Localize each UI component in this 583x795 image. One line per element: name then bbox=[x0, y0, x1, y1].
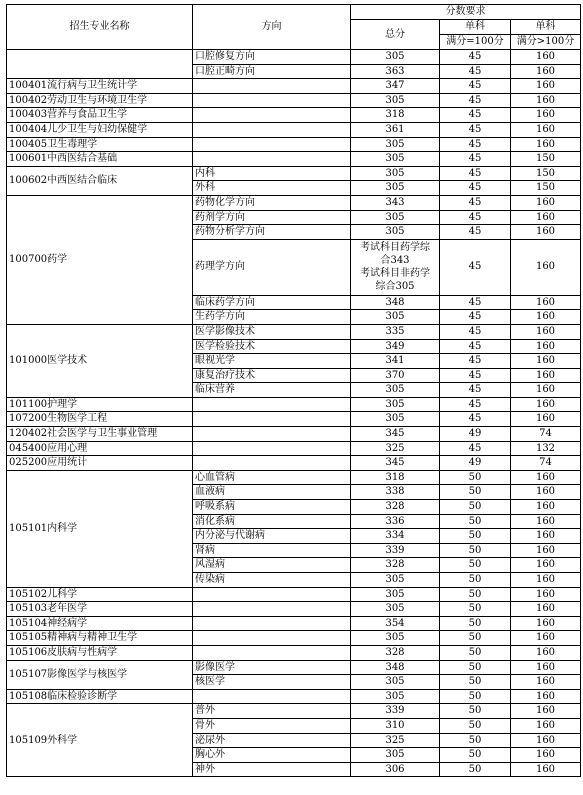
single-over100-cell: 132 bbox=[511, 441, 581, 456]
single-100-cell: 45 bbox=[440, 441, 511, 456]
single-over100-cell: 160 bbox=[511, 587, 581, 602]
total-score-cell: 328 bbox=[351, 645, 440, 660]
major-cell: 100402劳动卫生与环境卫生学 bbox=[7, 93, 193, 108]
single-100-cell: 50 bbox=[440, 587, 511, 602]
direction-cell: 心血管病 bbox=[193, 470, 351, 485]
total-score-cell: 305 bbox=[351, 50, 440, 65]
direction-cell: 骨外 bbox=[193, 718, 351, 733]
single-over100-cell: 160 bbox=[511, 383, 581, 398]
total-score-cell: 305 bbox=[351, 397, 440, 412]
single-over100-cell: 160 bbox=[511, 64, 581, 79]
single-100-cell: 45 bbox=[440, 122, 511, 137]
single-over100-cell: 160 bbox=[511, 195, 581, 210]
single-over100-cell: 160 bbox=[511, 368, 581, 383]
single-over100-cell: 160 bbox=[511, 645, 581, 660]
single-100-cell: 50 bbox=[440, 573, 511, 588]
major-cell: 105106皮肤病与性病学 bbox=[7, 645, 193, 660]
single-over100-cell: 150 bbox=[511, 181, 581, 196]
single-100-cell: 45 bbox=[440, 64, 511, 79]
single-100-cell: 50 bbox=[440, 718, 511, 733]
table-row bbox=[7, 195, 581, 210]
single-100-cell: 50 bbox=[440, 529, 511, 544]
total-score-cell: 339 bbox=[351, 704, 440, 719]
table-row bbox=[7, 689, 581, 704]
single-100-cell: 50 bbox=[440, 645, 511, 660]
total-score-cell: 305 bbox=[351, 137, 440, 152]
single-100-cell: 45 bbox=[440, 339, 511, 354]
single-100-cell: 45 bbox=[440, 383, 511, 398]
table-row bbox=[7, 427, 581, 442]
header-direction: 方向 bbox=[193, 5, 351, 50]
direction-cell bbox=[193, 152, 351, 167]
total-score-cell: 306 bbox=[351, 762, 440, 777]
single-over100-cell: 160 bbox=[511, 137, 581, 152]
total-score-cell: 348 bbox=[351, 295, 440, 310]
direction-cell: 神外 bbox=[193, 762, 351, 777]
total-score-cell: 339 bbox=[351, 543, 440, 558]
total-score-cell: 347 bbox=[351, 79, 440, 94]
major-cell: 100602中西医结合临床 bbox=[7, 166, 193, 195]
direction-cell: 康复治疗技术 bbox=[193, 368, 351, 383]
single-100-cell: 50 bbox=[440, 660, 511, 675]
major-cell: 105101内科学 bbox=[7, 470, 193, 587]
major-cell: 101000医学技术 bbox=[7, 324, 193, 397]
direction-cell: 医学检验技术 bbox=[193, 339, 351, 354]
single-100-cell: 50 bbox=[440, 500, 511, 515]
major-cell: 105109外科学 bbox=[7, 704, 193, 777]
total-score-cell: 305 bbox=[351, 689, 440, 704]
single-100-cell: 45 bbox=[440, 152, 511, 167]
total-score-cell: 318 bbox=[351, 108, 440, 123]
single-over100-cell: 160 bbox=[511, 412, 581, 427]
direction-cell: 呼吸系病 bbox=[193, 500, 351, 515]
single-100-cell: 50 bbox=[440, 704, 511, 719]
single-100-cell: 50 bbox=[440, 762, 511, 777]
major-cell: 025200应用统计 bbox=[7, 456, 193, 471]
single-100-cell: 50 bbox=[440, 748, 511, 763]
single-over100-cell: 160 bbox=[511, 529, 581, 544]
single-100-cell: 49 bbox=[440, 427, 511, 442]
table-row bbox=[7, 660, 581, 675]
header-single1-sub: 满分=100分 bbox=[440, 35, 511, 50]
major-cell: 105104神经病学 bbox=[7, 616, 193, 631]
direction-cell bbox=[193, 645, 351, 660]
major-cell: 107200生物医学工程 bbox=[7, 412, 193, 427]
single-100-cell: 50 bbox=[440, 616, 511, 631]
single-100-cell: 45 bbox=[440, 166, 511, 181]
direction-cell: 血液病 bbox=[193, 485, 351, 500]
single-100-cell: 49 bbox=[440, 456, 511, 471]
single-100-cell: 45 bbox=[440, 310, 511, 325]
direction-cell bbox=[193, 122, 351, 137]
direction-cell bbox=[193, 427, 351, 442]
total-score-cell: 305 bbox=[351, 748, 440, 763]
total-score-cell: 328 bbox=[351, 558, 440, 573]
single-over100-cell: 160 bbox=[511, 514, 581, 529]
total-score-cell: 305 bbox=[351, 602, 440, 617]
direction-cell: 口腔修复方向 bbox=[193, 50, 351, 65]
direction-cell: 生药学方向 bbox=[193, 310, 351, 325]
major-cell: 105107影像医学与核医学 bbox=[7, 660, 193, 689]
single-over100-cell: 160 bbox=[511, 616, 581, 631]
direction-cell: 外科 bbox=[193, 181, 351, 196]
single-100-cell: 50 bbox=[440, 558, 511, 573]
direction-cell bbox=[193, 79, 351, 94]
total-score-cell: 361 bbox=[351, 122, 440, 137]
direction-cell bbox=[193, 108, 351, 123]
single-100-cell: 45 bbox=[440, 225, 511, 240]
single-over100-cell: 160 bbox=[511, 704, 581, 719]
major-cell: 105105精神病与精神卫生学 bbox=[7, 631, 193, 646]
single-over100-cell: 160 bbox=[511, 210, 581, 225]
total-score-cell: 345 bbox=[351, 456, 440, 471]
total-score-cell: 305 bbox=[351, 631, 440, 646]
table-row bbox=[7, 587, 581, 602]
single-100-cell: 45 bbox=[440, 397, 511, 412]
direction-cell: 风湿病 bbox=[193, 558, 351, 573]
pharm-note-line: 综合305 bbox=[375, 281, 415, 293]
table-row bbox=[7, 324, 581, 339]
major-cell: 100601中西医结合基础 bbox=[7, 152, 193, 167]
total-score-cell: 305 bbox=[351, 573, 440, 588]
total-score-cell: 305 bbox=[351, 383, 440, 398]
single-over100-cell: 160 bbox=[511, 324, 581, 339]
total-score-cell: 363 bbox=[351, 64, 440, 79]
major-cell: 105102儿科学 bbox=[7, 587, 193, 602]
direction-cell: 核医学 bbox=[193, 675, 351, 690]
direction-cell: 药剂学方向 bbox=[193, 210, 351, 225]
table-row bbox=[7, 441, 581, 456]
major-cell: 105103老年医学 bbox=[7, 602, 193, 617]
single-over100-cell: 160 bbox=[511, 485, 581, 500]
direction-cell bbox=[193, 602, 351, 617]
direction-cell: 药理学方向 bbox=[193, 239, 351, 295]
direction-cell bbox=[193, 137, 351, 152]
major-cell: 120402社会医学与卫生事业管理 bbox=[7, 427, 193, 442]
single-100-cell: 45 bbox=[440, 93, 511, 108]
single-100-cell: 45 bbox=[440, 79, 511, 94]
direction-cell: 眼视光学 bbox=[193, 354, 351, 369]
major-cell: 100405卫生毒理学 bbox=[7, 137, 193, 152]
total-score-cell: 336 bbox=[351, 514, 440, 529]
single-100-cell: 50 bbox=[440, 733, 511, 748]
total-score-cell: 305 bbox=[351, 675, 440, 690]
total-score-cell: 334 bbox=[351, 529, 440, 544]
total-score-cell: 354 bbox=[351, 616, 440, 631]
major-cell: 100403营养与食品卫生学 bbox=[7, 108, 193, 123]
direction-cell bbox=[193, 587, 351, 602]
direction-cell: 医学影像技术 bbox=[193, 324, 351, 339]
total-score-cell: 305 bbox=[351, 210, 440, 225]
total-score-cell: 335 bbox=[351, 324, 440, 339]
major-cell: 100700药学 bbox=[7, 195, 193, 324]
total-score-cell: 325 bbox=[351, 441, 440, 456]
total-score-cell: 310 bbox=[351, 718, 440, 733]
pharm-note-line: 合343 bbox=[380, 255, 410, 267]
single-100-cell: 45 bbox=[440, 108, 511, 123]
header-major: 招生专业名称 bbox=[7, 5, 193, 50]
single-100-cell: 45 bbox=[440, 210, 511, 225]
total-score-cell: 345 bbox=[351, 427, 440, 442]
single-over100-cell: 160 bbox=[511, 108, 581, 123]
table-row bbox=[7, 616, 581, 631]
single-100-cell: 50 bbox=[440, 514, 511, 529]
major-cell: 105108临床检验诊断学 bbox=[7, 689, 193, 704]
single-over100-cell: 160 bbox=[511, 748, 581, 763]
single-100-cell: 50 bbox=[440, 485, 511, 500]
direction-cell: 传染病 bbox=[193, 573, 351, 588]
single-100-cell: 50 bbox=[440, 602, 511, 617]
total-score-cell: 305 bbox=[351, 181, 440, 196]
single-over100-cell: 160 bbox=[511, 733, 581, 748]
header-single1: 单科 bbox=[440, 20, 511, 35]
direction-cell bbox=[193, 397, 351, 412]
direction-cell: 临床药学方向 bbox=[193, 295, 351, 310]
direction-cell: 口腔正畸方向 bbox=[193, 64, 351, 79]
direction-cell bbox=[193, 631, 351, 646]
table-row bbox=[7, 470, 581, 485]
direction-cell bbox=[193, 441, 351, 456]
table-row bbox=[7, 397, 581, 412]
table-row bbox=[7, 412, 581, 427]
single-over100-cell: 160 bbox=[511, 295, 581, 310]
single-100-cell: 45 bbox=[440, 368, 511, 383]
single-100-cell: 45 bbox=[440, 412, 511, 427]
single-over100-cell: 160 bbox=[511, 239, 581, 295]
table-row bbox=[7, 631, 581, 646]
direction-cell bbox=[193, 412, 351, 427]
single-over100-cell: 160 bbox=[511, 50, 581, 65]
table-row bbox=[7, 108, 581, 123]
table-row bbox=[7, 645, 581, 660]
single-over100-cell: 160 bbox=[511, 675, 581, 690]
total-score-cell: 348 bbox=[351, 660, 440, 675]
direction-cell: 泌尿外 bbox=[193, 733, 351, 748]
major-cell: 100404儿少卫生与妇幼保健学 bbox=[7, 122, 193, 137]
table-row bbox=[7, 456, 581, 471]
table-body bbox=[7, 50, 581, 777]
total-score-cell: 318 bbox=[351, 470, 440, 485]
score-table-document bbox=[6, 4, 580, 777]
total-score-cell: 305 bbox=[351, 225, 440, 240]
header-total: 总分 bbox=[351, 20, 440, 50]
total-score-cell: 349 bbox=[351, 339, 440, 354]
header-score-req: 分数要求 bbox=[351, 5, 581, 20]
direction-cell: 内分泌与代谢病 bbox=[193, 529, 351, 544]
direction-cell: 药物分析学方向 bbox=[193, 225, 351, 240]
single-100-cell: 45 bbox=[440, 181, 511, 196]
single-over100-cell: 160 bbox=[511, 718, 581, 733]
table-row bbox=[7, 93, 581, 108]
single-over100-cell: 150 bbox=[511, 166, 581, 181]
single-over100-cell: 160 bbox=[511, 354, 581, 369]
total-score-cell: 305 bbox=[351, 310, 440, 325]
single-over100-cell: 160 bbox=[511, 339, 581, 354]
direction-cell bbox=[193, 689, 351, 704]
direction-cell bbox=[193, 456, 351, 471]
single-over100-cell: 160 bbox=[511, 470, 581, 485]
single-over100-cell: 160 bbox=[511, 631, 581, 646]
table-row bbox=[7, 50, 581, 65]
direction-cell: 胸心外 bbox=[193, 748, 351, 763]
single-100-cell: 50 bbox=[440, 631, 511, 646]
pharm-note-line: 考试科目药学综 bbox=[360, 242, 430, 254]
table-row bbox=[7, 704, 581, 719]
single-over100-cell: 160 bbox=[511, 397, 581, 412]
pharm-note-line: 考试科目非药学 bbox=[360, 268, 430, 280]
total-score-cell: 341 bbox=[351, 354, 440, 369]
direction-cell: 影像医学 bbox=[193, 660, 351, 675]
total-score-cell: 343 bbox=[351, 195, 440, 210]
single-over100-cell: 160 bbox=[511, 558, 581, 573]
direction-cell bbox=[193, 93, 351, 108]
total-score-cell bbox=[351, 239, 440, 295]
single-over100-cell: 160 bbox=[511, 602, 581, 617]
major-cell: 045400应用心理 bbox=[7, 441, 193, 456]
single-over100-cell: 160 bbox=[511, 660, 581, 675]
single-over100-cell: 74 bbox=[511, 456, 581, 471]
single-over100-cell: 160 bbox=[511, 543, 581, 558]
header-single2-sub: 满分>100分 bbox=[511, 35, 581, 50]
total-score-cell: 305 bbox=[351, 412, 440, 427]
single-100-cell: 50 bbox=[440, 543, 511, 558]
single-over100-cell: 160 bbox=[511, 93, 581, 108]
single-100-cell: 50 bbox=[440, 470, 511, 485]
total-score-cell: 305 bbox=[351, 93, 440, 108]
single-over100-cell: 150 bbox=[511, 152, 581, 167]
major-cell bbox=[7, 50, 193, 79]
table-row bbox=[7, 79, 581, 94]
single-over100-cell: 160 bbox=[511, 310, 581, 325]
single-over100-cell: 160 bbox=[511, 225, 581, 240]
total-score-cell: 325 bbox=[351, 733, 440, 748]
table-row bbox=[7, 166, 581, 181]
total-score-cell: 305 bbox=[351, 587, 440, 602]
table-row bbox=[7, 137, 581, 152]
total-score-cell: 370 bbox=[351, 368, 440, 383]
direction-cell: 消化系病 bbox=[193, 514, 351, 529]
major-cell: 100401流行病与卫生统计学 bbox=[7, 79, 193, 94]
table-row bbox=[7, 122, 581, 137]
single-100-cell: 45 bbox=[440, 50, 511, 65]
total-score-cell: 328 bbox=[351, 500, 440, 515]
score-table bbox=[6, 4, 581, 777]
single-100-cell: 45 bbox=[440, 195, 511, 210]
direction-cell: 临床营养 bbox=[193, 383, 351, 398]
table-row bbox=[7, 152, 581, 167]
single-over100-cell: 74 bbox=[511, 427, 581, 442]
single-100-cell: 45 bbox=[440, 324, 511, 339]
single-100-cell: 45 bbox=[440, 239, 511, 295]
direction-cell: 普外 bbox=[193, 704, 351, 719]
single-100-cell: 45 bbox=[440, 295, 511, 310]
single-over100-cell: 160 bbox=[511, 689, 581, 704]
table-row bbox=[7, 602, 581, 617]
single-100-cell: 50 bbox=[440, 675, 511, 690]
direction-cell: 药物化学方向 bbox=[193, 195, 351, 210]
direction-cell: 肾病 bbox=[193, 543, 351, 558]
single-100-cell: 50 bbox=[440, 689, 511, 704]
single-over100-cell: 160 bbox=[511, 762, 581, 777]
single-over100-cell: 160 bbox=[511, 122, 581, 137]
header-single2: 单科 bbox=[511, 20, 581, 35]
total-score-cell: 305 bbox=[351, 166, 440, 181]
total-score-cell: 338 bbox=[351, 485, 440, 500]
total-score-cell: 305 bbox=[351, 152, 440, 167]
direction-cell bbox=[193, 616, 351, 631]
major-cell: 101100护理学 bbox=[7, 397, 193, 412]
single-100-cell: 45 bbox=[440, 354, 511, 369]
single-100-cell: 45 bbox=[440, 137, 511, 152]
single-over100-cell: 160 bbox=[511, 500, 581, 515]
direction-cell: 内科 bbox=[193, 166, 351, 181]
single-over100-cell: 160 bbox=[511, 573, 581, 588]
single-over100-cell: 160 bbox=[511, 79, 581, 94]
